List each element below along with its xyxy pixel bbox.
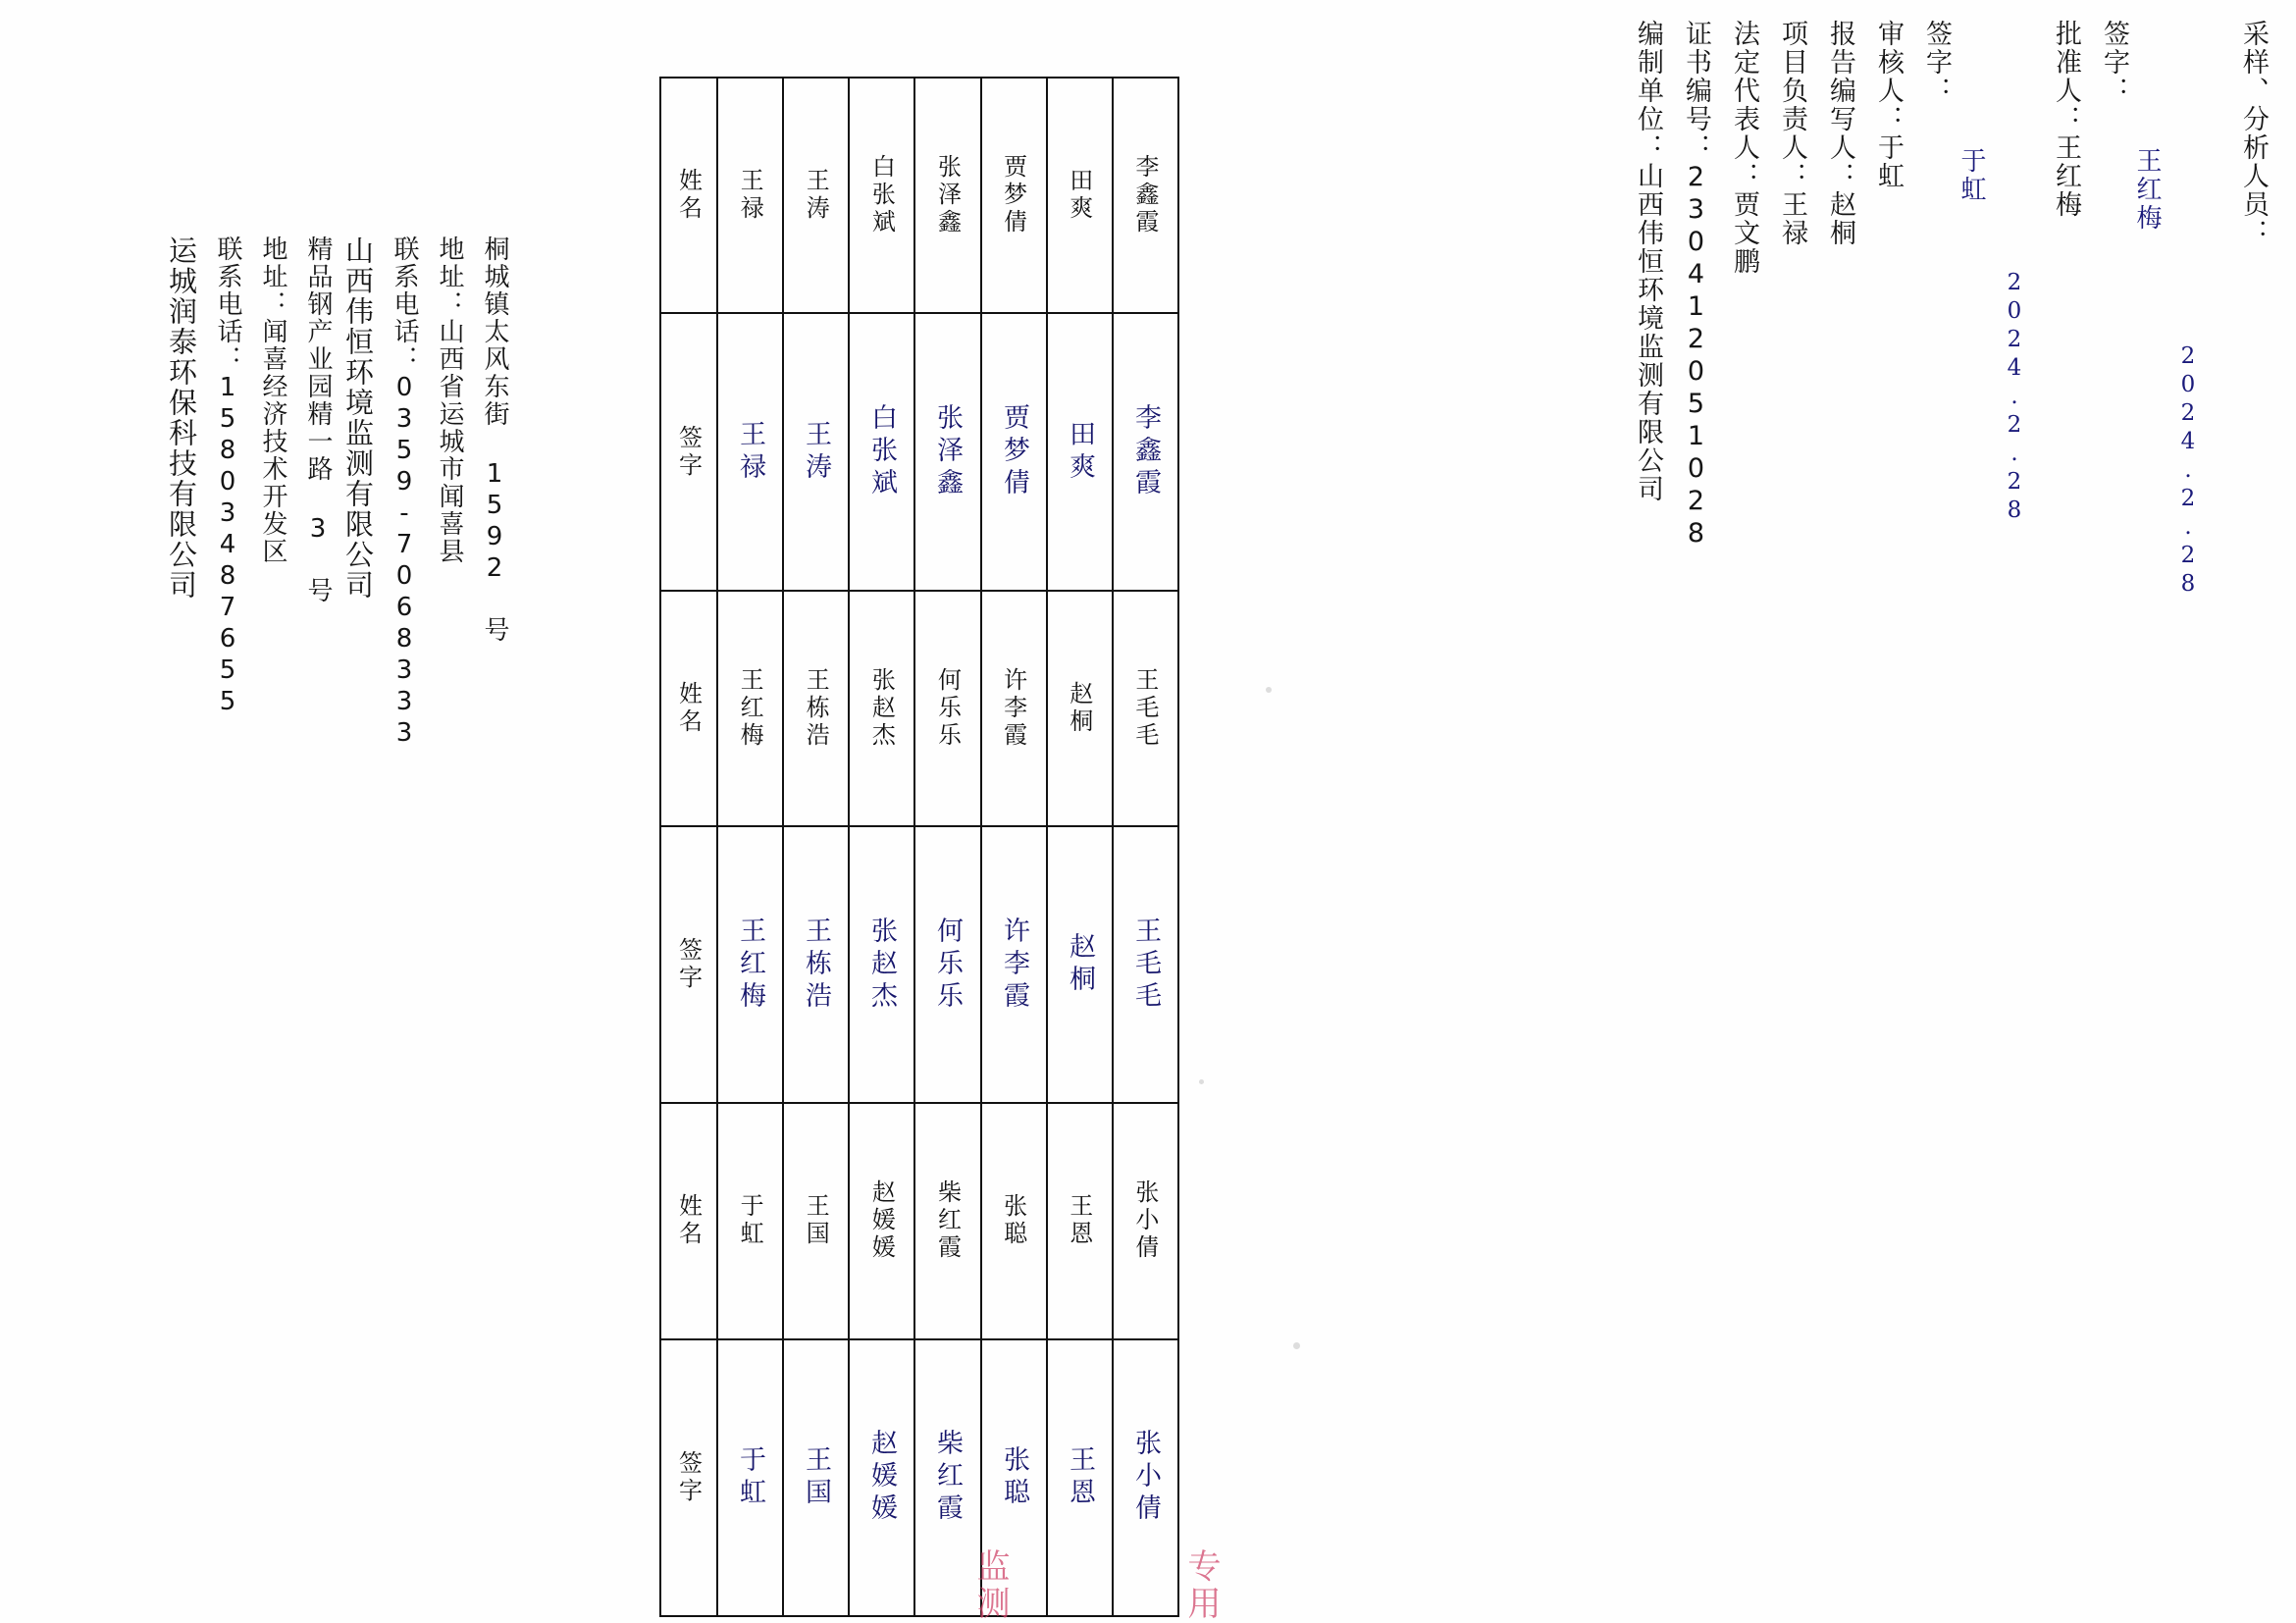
table-cell: [981, 78, 1047, 313]
row-label: 签字: [674, 937, 703, 993]
table-cell: [981, 591, 1047, 826]
signature-text: 王红梅: [735, 916, 766, 1014]
cell-text: 张小倩: [1130, 1179, 1159, 1263]
table-cell: [1113, 1103, 1178, 1338]
approver-date-handwriting: 2024.2.28: [2175, 343, 2201, 600]
table-cell: [849, 826, 914, 1103]
signature-text: 柴红霞: [932, 1428, 964, 1527]
table-cell: [849, 313, 914, 590]
scan-speck: [1266, 687, 1272, 693]
row-label-cell: [660, 78, 717, 313]
row-label-cell: [660, 1103, 717, 1338]
row-label-cell: [660, 313, 717, 590]
cell-text: 张泽鑫: [933, 154, 962, 237]
signature-text: 许李霞: [998, 916, 1029, 1014]
signature-text: 赵媛媛: [866, 1428, 898, 1527]
company-name-runtai: 运城润泰环保科技有限公司: [165, 236, 198, 601]
signature-text: 赵桐: [1064, 931, 1095, 998]
signature-text: 何乐乐: [932, 916, 964, 1014]
approver-line: 批准人：王红梅: [2051, 20, 2081, 219]
cell-text: 李鑫霞: [1130, 154, 1159, 237]
signature-text: 张赵杰: [866, 916, 898, 1014]
certificate-number-line: 证书编号：230412051028: [1681, 20, 1711, 550]
reviewer-signature-handwriting: 于虹: [1957, 147, 1986, 204]
signature-text: 李鑫霞: [1129, 402, 1161, 501]
table-cell: [1047, 1103, 1113, 1338]
company-address-runtai: 地址：闻喜经济技术开发区: [258, 236, 287, 565]
company-phone-runtai: 联系电话：15803487655: [213, 236, 242, 718]
table-cell: [1047, 826, 1113, 1103]
table-cell: [783, 78, 849, 313]
table-cell: [981, 313, 1047, 590]
table-cell: [783, 1339, 849, 1616]
row-label: 签字: [674, 424, 703, 480]
approver-signature-handwriting: 王红梅: [2132, 147, 2162, 233]
signature-text: 张聪: [998, 1444, 1029, 1511]
signature-text: 张泽鑫: [932, 402, 964, 501]
row-label: 签字: [674, 1449, 703, 1505]
signature-table: [659, 77, 1179, 1617]
table-cell: [717, 313, 783, 590]
table-cell: [717, 78, 783, 313]
table-cell: [1113, 313, 1178, 590]
cell-text: 于虹: [736, 1193, 764, 1249]
project-leader-line: 项目负责人：王禄: [1777, 20, 1807, 247]
cell-text: 王栋浩: [802, 666, 830, 750]
cell-text: 许李霞: [999, 666, 1027, 750]
signature-text: 贾梦倩: [998, 402, 1029, 501]
red-stamp-left: 监测: [970, 1548, 1010, 1623]
cell-text: 贾梦倩: [999, 154, 1027, 237]
table-cell: [1047, 313, 1113, 590]
cell-text: 王毛毛: [1130, 666, 1159, 750]
table-cell: [914, 1103, 980, 1338]
sampling-analysts-line: 采样、分析人员：: [2238, 20, 2269, 247]
cell-text: 王国: [802, 1193, 830, 1249]
report-writer-line: 报告编写人：赵桐: [1825, 20, 1855, 247]
table-cell: [849, 1339, 914, 1616]
row-label-cell: [660, 591, 717, 826]
table-cell: [981, 826, 1047, 1103]
cell-text: 何乐乐: [933, 666, 962, 750]
reviewer-line: 审核人：于虹: [1873, 20, 1904, 190]
company-address-weiheng: 地址：山西省运城市闻喜县: [435, 236, 464, 565]
table-cell: [1047, 78, 1113, 313]
cell-text: 王红梅: [736, 666, 764, 750]
signature-text: 王毛毛: [1129, 916, 1161, 1014]
signature-text: 白张斌: [866, 402, 898, 501]
table-cell: [717, 826, 783, 1103]
signature-text: 于虹: [735, 1444, 766, 1511]
signature-text: 王国: [801, 1444, 832, 1511]
table-cell: [1113, 591, 1178, 826]
table-cell: [717, 591, 783, 826]
table-cell: [717, 1103, 783, 1338]
signature-text: 王涛: [801, 419, 832, 485]
row-label: 姓名: [674, 1193, 703, 1249]
company-name-weiheng: 山西伟恒环境监测有限公司: [341, 236, 375, 601]
table-cell: [1113, 78, 1178, 313]
red-stamp-right: 专用: [1181, 1548, 1221, 1623]
signature-text: 张小倩: [1129, 1428, 1161, 1527]
table-cell: [717, 1339, 783, 1616]
signature-text: 田爽: [1064, 419, 1095, 485]
table-cell: [914, 313, 980, 590]
scan-speck: [1293, 1342, 1300, 1349]
table-row: [660, 826, 1178, 1103]
table-cell: [849, 1103, 914, 1338]
table-cell: [1113, 1339, 1178, 1616]
reviewer-date-handwriting: 2024.2.28: [2002, 270, 2027, 526]
table-cell: [981, 1103, 1047, 1338]
table-row: [660, 313, 1178, 590]
signature-text: 王禄: [735, 419, 766, 485]
cell-text: 田爽: [1065, 168, 1093, 224]
approver-signature-group: [2079, 20, 2201, 600]
cell-text: 王禄: [736, 168, 764, 224]
cell-text: 王恩: [1065, 1193, 1093, 1249]
reviewer-signature-group: [1902, 20, 2027, 526]
reviewer-sign-label: 签字：: [1921, 20, 1952, 105]
table-cell: [914, 591, 980, 826]
company-block-runtai: [147, 236, 331, 718]
row-label: 姓名: [674, 168, 703, 224]
table-cell: [783, 1103, 849, 1338]
company-block-weiheng: [324, 236, 507, 750]
table-cell: [1047, 591, 1113, 826]
table-cell: [914, 826, 980, 1103]
cell-text: 柴红霞: [933, 1179, 962, 1263]
cell-text: 王涛: [802, 168, 830, 224]
legal-representative-line: 法定代表人：贾文鹏: [1729, 20, 1759, 276]
cell-text: 张聪: [999, 1193, 1027, 1249]
table-cell: [783, 313, 849, 590]
compile-unit-line: 编制单位：山西伟恒环境监测有限公司: [1633, 20, 1663, 503]
row-label-cell: [660, 1339, 717, 1616]
company-phone-weiheng: 联系电话：0359-7068333: [390, 236, 419, 750]
table-cell: [849, 78, 914, 313]
company-address2-weiheng: 桐城镇太风东街 1592 号: [480, 236, 509, 644]
cell-text: 白张斌: [867, 154, 896, 237]
scan-speck: [1199, 1079, 1204, 1084]
table-cell: [783, 826, 849, 1103]
approver-sign-label: 签字：: [2099, 20, 2129, 105]
table-cell: [1113, 826, 1178, 1103]
company-address2-runtai: 精品钢产业园精一路 3 号: [303, 236, 333, 604]
table-row: [660, 78, 1178, 313]
cell-text: 赵媛媛: [867, 1179, 896, 1263]
signature-table-wrapper: [659, 77, 1179, 1617]
cell-text: 赵桐: [1065, 680, 1093, 736]
table-cell: [783, 591, 849, 826]
cell-text: 张赵杰: [867, 666, 896, 750]
table-row: [660, 591, 1178, 826]
row-label-cell: [660, 826, 717, 1103]
document-header: [1613, 20, 2267, 1570]
signature-text: 王恩: [1064, 1444, 1095, 1511]
row-label: 姓名: [674, 680, 703, 736]
table-cell: [914, 78, 980, 313]
table-row: [660, 1103, 1178, 1338]
signature-text: 王栋浩: [801, 916, 832, 1014]
table-cell: [1047, 1339, 1113, 1616]
table-row: [660, 1339, 1178, 1616]
table-cell: [849, 591, 914, 826]
